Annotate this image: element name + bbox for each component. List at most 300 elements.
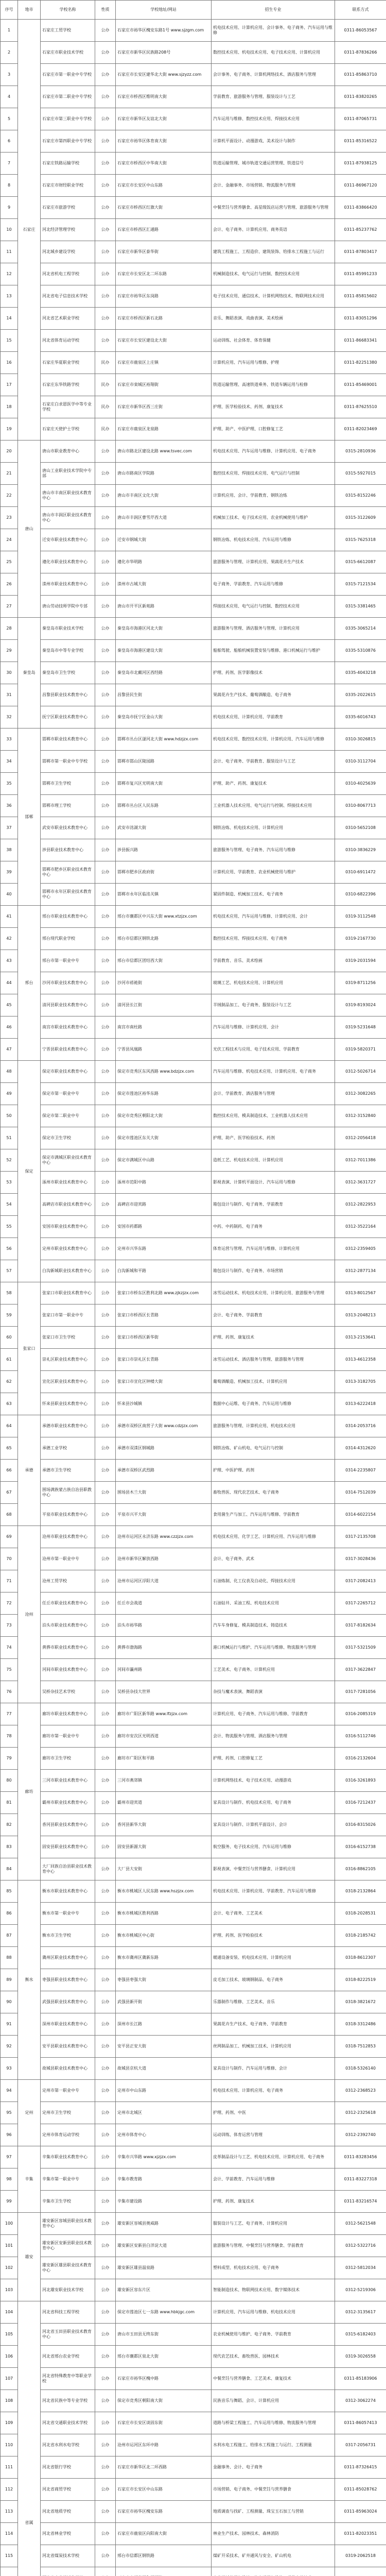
- row-number: 65: [1, 1437, 18, 1460]
- school-nature: 公办: [95, 2168, 116, 2191]
- school-nature: 公办: [95, 640, 116, 662]
- school-address: 石家庄市栾城区裕翔街: [116, 374, 212, 396]
- row-number: 64: [1, 1415, 18, 1437]
- school-contact: 0312-2325618: [335, 2102, 386, 2124]
- school-address: 保定市竞秀区朝阳北大街: [116, 1105, 212, 1127]
- school-majors: 民族音乐与舞蹈、会计、计算机应用: [212, 2390, 335, 2412]
- school-majors: 计算机应用、学前教育、农业机械使用与维护: [212, 861, 335, 884]
- school-majors: 道路与桥梁工程施工、汽车运用与维修、物流服务与管理: [212, 2412, 335, 2434]
- school-address: 石家庄市裕华区槐安东路: [116, 2501, 212, 2523]
- school-majors: 钢铁冶炼、机电技术应用、计算机应用: [212, 817, 335, 839]
- school-majors: 学前教育、音乐、美术绘画: [212, 950, 335, 972]
- city-cell: 沧州: [18, 1526, 41, 1703]
- school-name: 固安县职业技术教育中心: [41, 1836, 95, 1858]
- school-address: 张家口市宣化区钟楼大街: [116, 1371, 212, 1393]
- school-nature: 公办: [95, 2390, 116, 2412]
- school-address: 邢台市信都区团结西大街: [116, 950, 212, 972]
- school-nature: 公办: [95, 972, 116, 994]
- row-number: 111: [1, 2456, 18, 2479]
- row-number: 84: [1, 1858, 18, 1880]
- school-contact: 0315-3122609: [335, 507, 386, 529]
- table-row: [1, 1371, 386, 1393]
- school-majors: 工艺美术、电子商务、计算机应用: [212, 1659, 335, 1681]
- table-row: [1, 108, 386, 130]
- table-row: [1, 1880, 386, 1903]
- table-row: [1, 1016, 386, 1039]
- school-nature: 公办: [95, 2080, 116, 2102]
- school-name: 河北省民族中等专业学校: [41, 2390, 95, 2412]
- school-contact: 0313-6222418: [335, 1393, 386, 1415]
- school-contact: 0312-2056418: [335, 1127, 386, 1149]
- school-nature: 公办: [95, 1371, 116, 1393]
- school-majors: 体育运营与管理、汽车运用与维修、计算机应用: [212, 1238, 335, 1260]
- table-row: [1, 2390, 386, 2412]
- table-row: [1, 219, 386, 241]
- school-name: 定州市职业技术教育中心: [41, 1238, 95, 1260]
- school-nature: 公办: [95, 2124, 116, 2146]
- table-row: [1, 1570, 386, 1592]
- school-nature: 公办: [95, 1194, 116, 1216]
- school-contact: 0311-83866420: [335, 197, 386, 219]
- table-row: [1, 2235, 386, 2257]
- school-name: 怀来县职业技术教育中心: [41, 1393, 95, 1415]
- row-number: 25: [1, 551, 18, 573]
- table-body: [1, 20, 386, 2576]
- table-row: [1, 2279, 386, 2301]
- school-majors: 畜牧兽医、现代农艺技术、电子商务: [212, 1482, 335, 1504]
- school-nature: 公办: [95, 728, 116, 751]
- row-number: 99: [1, 2191, 18, 2213]
- school-nature: 公办: [95, 2523, 116, 2545]
- table-row: [1, 773, 386, 795]
- table-row: [1, 2501, 386, 2523]
- table-row: [1, 2124, 386, 2146]
- table-row: [1, 263, 386, 285]
- school-name: 沙河市职业技术教育中心: [41, 972, 95, 994]
- row-number: 87: [1, 1925, 18, 1947]
- row-number: 114: [1, 2523, 18, 2545]
- school-contact: 0315-8152246: [335, 485, 386, 507]
- school-contact: 0310-8067713: [335, 795, 386, 817]
- school-contact: 0311-85963024: [335, 2501, 386, 2523]
- row-number: 36: [1, 795, 18, 817]
- school-majors: 铁道运输管理、城市轨道交通运营管理、铁道信号: [212, 152, 335, 175]
- school-name: 定州市第一职业中专: [41, 2080, 95, 2102]
- school-name: 保定市第二职业中专: [41, 1105, 95, 1127]
- school-nature: 公办: [95, 42, 116, 64]
- school-contact: 0318-8612307: [335, 1947, 386, 1969]
- table-row: [1, 2456, 386, 2479]
- row-number: 72: [1, 1592, 18, 1615]
- school-contact: 0316-5112746: [335, 1725, 386, 1748]
- school-name: 保定市职业技术教育中心: [41, 1061, 95, 1083]
- row-number: 93: [1, 2058, 18, 2080]
- table-row: [1, 2368, 386, 2390]
- table-row: [1, 706, 386, 728]
- table-row: [1, 1238, 386, 1260]
- header-cell: 序号: [1, 1, 18, 20]
- table-row: [1, 1925, 386, 1947]
- school-contact: 0316-6152738: [335, 1836, 386, 1858]
- school-name: 秦皇岛市卫生学校: [41, 662, 95, 684]
- school-nature: 公办: [95, 1615, 116, 1637]
- school-name: 抚宁区职业技术教育中心: [41, 706, 95, 728]
- school-name: 围场满族蒙古族自治县职教中心: [41, 1482, 95, 1504]
- school-majors: 机电技术应用、计算机应用、电子商务: [212, 2080, 335, 2102]
- table-row: [1, 1304, 386, 1327]
- school-nature: 公办: [95, 1947, 116, 1969]
- city-cell: 秦皇岛: [18, 618, 41, 728]
- school-name: 河北省交通职业技术学校: [41, 2412, 95, 2434]
- school-majors: 航空服务、电子技术应用、汽车运用与维修: [212, 1836, 335, 1858]
- school-address: 河间市瀛州路: [116, 1659, 212, 1681]
- row-number: 7: [1, 152, 18, 175]
- row-number: 12: [1, 263, 18, 285]
- table-row: [1, 573, 386, 596]
- header-cell: 地市: [18, 1, 41, 20]
- school-contact: 0312-2368523: [335, 2080, 386, 2102]
- row-number: 62: [1, 1371, 18, 1393]
- school-nature: 公办: [95, 884, 116, 906]
- school-name: 河北省艺术职业学校: [41, 308, 95, 330]
- school-name: 安平县职业技术教育中心: [41, 2036, 95, 2058]
- school-nature: 公办: [95, 308, 116, 330]
- school-address: 大厂县大安街: [116, 1858, 212, 1880]
- school-contact: 0335-6016743: [335, 706, 386, 728]
- school-address: 沧州市运河区永济东路 www.czzjzx.com: [116, 1526, 212, 1548]
- school-contact: 0335-5310876: [335, 640, 386, 662]
- table-row: [1, 839, 386, 861]
- school-address: 南宫市南杜路: [116, 1016, 212, 1039]
- school-contact: 0319-5820371: [335, 1039, 386, 1061]
- row-number: 3: [1, 64, 18, 86]
- school-name: 河北省玉田县职业技术教育中心: [41, 2324, 95, 2346]
- table-row: [1, 2058, 386, 2080]
- school-nature: 公办: [95, 1482, 116, 1504]
- school-majors: 石油钻井、采油工程、机电技术应用: [212, 1592, 335, 1615]
- school-name: 石家庄白求恩医学中等专业学校: [41, 396, 95, 418]
- school-contact: 0317-7281056: [335, 1681, 386, 1703]
- table-row: [1, 20, 386, 42]
- school-address: 石家庄市桥西区维明南大街: [116, 86, 212, 108]
- school-address: 石家庄市桥西区汇通路: [116, 219, 212, 241]
- row-number: 44: [1, 972, 18, 994]
- row-number: 106: [1, 2346, 18, 2368]
- school-majors: 会计事务、电子商务、计算机网络技术、酒店服务与管理: [212, 64, 335, 86]
- school-nature: 公办: [95, 529, 116, 551]
- school-contact: 0312-3152840: [335, 1105, 386, 1127]
- school-name: 河北城乡建设学校: [41, 241, 95, 263]
- row-number: 112: [1, 2479, 18, 2501]
- school-contact: 0313-8012567: [335, 1282, 386, 1304]
- table-row: [1, 86, 386, 108]
- school-nature: 公办: [95, 1792, 116, 1814]
- school-address: 唐山市丰润区曹雪芹西大道: [116, 507, 212, 529]
- table-row: [1, 1504, 386, 1526]
- school-contact: 0312-2392740: [335, 2124, 386, 2146]
- school-contact: 0319-8711256: [335, 972, 386, 994]
- school-name: 南宫市职业技术教育中心: [41, 1016, 95, 1039]
- table-row: [1, 352, 386, 374]
- school-majors: 中餐烹饪与营养膳食、高星级饭店运营与管理、旅游服务与管理: [212, 197, 335, 219]
- row-number: 34: [1, 751, 18, 773]
- school-contact: 0311-83820265: [335, 86, 386, 108]
- school-address: 保定市莲池区裕华东路: [116, 1083, 212, 1105]
- school-majors: 护理、中医护理、药剂: [212, 1460, 335, 1482]
- school-name: 故城县职业技术教育中心: [41, 2058, 95, 2080]
- school-contact: 0315-7625318: [335, 529, 386, 551]
- school-name: 石家庄市旅游学校: [41, 197, 95, 219]
- row-number: 95: [1, 2102, 18, 2124]
- school-address: 衡水市桃城区中心街: [116, 1925, 212, 1947]
- school-contact: 0319-8193024: [335, 994, 386, 1016]
- school-address: 石家庄市鹿泉区上庄镇: [116, 352, 212, 374]
- school-nature: 公办: [95, 463, 116, 485]
- school-majors: 汽车运用与维修、数控技术应用、焊接技术应用: [212, 108, 335, 130]
- school-address: 保定市满城区中山路: [116, 1149, 212, 1172]
- row-number: 107: [1, 2368, 18, 2390]
- table-row: [1, 2301, 386, 2324]
- school-address: 宁晋县凤凰路: [116, 1039, 212, 1061]
- row-number: 75: [1, 1659, 18, 1681]
- table-row: [1, 2146, 386, 2168]
- school-address: 邢台市信都区钢铁北路: [116, 928, 212, 950]
- school-address: 迁安市钢城大街: [116, 529, 212, 551]
- school-majors: 智能制造技术、物联网技术应用、数字媒体技术: [212, 2279, 335, 2301]
- school-address: 邯郸市肥乡区政府街: [116, 861, 212, 884]
- row-number: 18: [1, 396, 18, 418]
- school-address: 邯郸市丛台区人民东路: [116, 795, 212, 817]
- school-nature: 公办: [95, 1238, 116, 1260]
- school-name: 遵化市职业技术教育中心: [41, 551, 95, 573]
- row-number: 31: [1, 684, 18, 706]
- school-nature: 公办: [95, 1282, 116, 1304]
- table-row: [1, 1216, 386, 1238]
- school-name: 邯郸市永年区职业技术教育中心: [41, 884, 95, 906]
- school-address: 保定市莲池区东关大街: [116, 1127, 212, 1149]
- row-number: 96: [1, 2124, 18, 2146]
- school-contact: 0315-7121534: [335, 573, 386, 596]
- school-majors: 机电技术应用、计算机应用、学前教育: [212, 706, 335, 728]
- table-row: [1, 1748, 386, 1770]
- school-contact: 0319-3026558: [335, 2346, 386, 2368]
- school-name: 宣化区职业技术教育中心: [41, 1371, 95, 1393]
- city-cell: 唐山: [18, 440, 41, 618]
- row-number: 22: [1, 485, 18, 507]
- row-number: 45: [1, 994, 18, 1016]
- city-cell: 邯郸: [18, 728, 41, 906]
- school-contact: 0312-2822953: [335, 1194, 386, 1216]
- school-majors: 音乐、舞蹈表演、戏曲表演、美术绘画: [212, 308, 335, 330]
- table-row: [1, 529, 386, 551]
- school-name: 昌黎县职业技术教育中心: [41, 684, 95, 706]
- school-majors: 丝网制品加工、机械加工技术、计算机应用: [212, 2036, 335, 2058]
- school-contact: 0319-2062518: [335, 2545, 386, 2567]
- school-majors: 护理、药剂、医学检验技术: [212, 1925, 335, 1947]
- school-address: 武安市洺湖大街: [116, 817, 212, 839]
- school-address: 沙河市褡裢街: [116, 972, 212, 994]
- table-row: [1, 1836, 386, 1858]
- table-row: [1, 197, 386, 219]
- school-nature: 公办: [95, 2456, 116, 2479]
- school-address: 石家庄市长安区中山东路: [116, 2479, 212, 2501]
- school-address: 唐山市路南区学院路: [116, 463, 212, 485]
- school-majors: 中药、中药制药、电子商务: [212, 1216, 335, 1238]
- school-majors: 现代农艺技术、畜牧兽医、园林技术: [212, 2346, 335, 2368]
- school-nature: 公办: [95, 1526, 116, 1548]
- school-nature: 公办: [95, 2346, 116, 2368]
- school-majors: 机械制造技术、电气运行与控制、数控技术应用: [212, 263, 335, 285]
- row-number: 9: [1, 197, 18, 219]
- table-row: [1, 42, 386, 64]
- school-address: 廊坊市广阳区和平路: [116, 1748, 212, 1770]
- school-majors: 会计、电子商务、工艺美术: [212, 1903, 335, 1925]
- school-contact: 0318-5326140: [335, 2058, 386, 2080]
- school-contact: 0311-86967120: [335, 175, 386, 197]
- school-address: 石家庄市长安区中山东路: [116, 175, 212, 197]
- school-address: [116, 2567, 212, 2576]
- school-contact: 0312-3062274: [335, 2390, 386, 2412]
- school-address: 石家庄市裕华区槐安东路1号 www.sjzgm.com: [116, 20, 212, 42]
- school-address: 吴桥县杂技大世界: [116, 1681, 212, 1703]
- table-row: [1, 1858, 386, 1880]
- school-majors: 乐器制作与维修、工艺美术、音乐: [212, 1991, 335, 2013]
- school-majors: 影视表演、中餐烹饪与营养膳食、计算机应用: [212, 1858, 335, 1880]
- school-nature: 公办: [95, 994, 116, 1016]
- school-address: 平泉市兴平大街: [116, 1504, 212, 1526]
- school-name: 沧州工贸学校: [41, 1570, 95, 1592]
- school-nature: 公办: [95, 1105, 116, 1127]
- school-contact: 0318-3312486: [335, 2013, 386, 2036]
- school-name: 石家庄市第四职业中专学校: [41, 130, 95, 152]
- school-majors: 家具设计与制作、汽车运用与维修、会计: [212, 2058, 335, 2080]
- school-contact: 0335-4043218: [335, 662, 386, 684]
- table-row: [1, 440, 386, 463]
- school-nature: 公办: [95, 263, 116, 285]
- table-row: [1, 2102, 386, 2124]
- school-address: 石家庄市桥西区红旗大街: [116, 197, 212, 219]
- school-contact: 0317-2265712: [335, 1592, 386, 1615]
- school-nature: 公办: [95, 861, 116, 884]
- school-contact: 0316-2132604: [335, 1748, 386, 1770]
- school-address: 沧州市运河区东环中路: [116, 2434, 212, 2456]
- school-contact: 0318-2028531: [335, 1903, 386, 1925]
- school-contact: 0311-86057413: [335, 2412, 386, 2434]
- school-name: 沧州市第一职业中专: [41, 1548, 95, 1570]
- school-address: 石家庄市裕华区体育南大街: [116, 130, 212, 152]
- school-majors: 玻璃工艺、机电技术应用、计算机应用: [212, 972, 335, 994]
- row-number: 4: [1, 86, 18, 108]
- school-contact: 0310-3112704: [335, 751, 386, 773]
- table-row: [1, 1393, 386, 1415]
- school-name: 石家庄天使护士学校: [41, 418, 95, 440]
- school-name: 霸州市职业技术教育中心: [41, 1792, 95, 1814]
- school-contact: 0314-7512039: [335, 1482, 386, 1504]
- row-number: 57: [1, 1260, 18, 1282]
- header-cell: 招生专业: [212, 1, 335, 20]
- city-cell: 保定: [18, 1061, 41, 1282]
- school-address: 深州市长江路: [116, 2013, 212, 2036]
- school-nature: 公办: [95, 2412, 116, 2434]
- school-address: 承德市双桥区南营子大街 www.cdzjzx.com: [116, 1415, 212, 1437]
- school-name: 河北省科技工程学校: [41, 2301, 95, 2324]
- school-nature: 民办: [95, 374, 116, 396]
- table-row: [1, 2479, 386, 2501]
- row-number: 47: [1, 1039, 18, 1061]
- school-address: 安平县正安大街: [116, 2036, 212, 2058]
- school-nature: 公办: [95, 2235, 116, 2257]
- school-contact: 0310-4025639: [335, 773, 386, 795]
- school-majors: 护理、医学检验技术、药剂、康复技术: [212, 396, 335, 418]
- school-contact: 0319-5231648: [335, 1016, 386, 1039]
- school-nature: 公办: [95, 1216, 116, 1238]
- row-number: 8: [1, 175, 18, 197]
- table-row: [1, 2523, 386, 2545]
- table-row: [1, 1659, 386, 1681]
- school-name: 张家口市职业技术教育中心: [41, 1282, 95, 1304]
- school-contact: 0311-83216574: [335, 2191, 386, 2213]
- row-number: 53: [1, 1172, 18, 1194]
- school-nature: 公办: [95, 1260, 116, 1282]
- school-majors: 家具设计与制作、机电技术应用、电子商务: [212, 1792, 335, 1814]
- school-majors: 港口机械运行与维护、汽车运用与维修、物流服务与管理: [212, 1637, 335, 1659]
- school-majors: 食用菌生产与加工、汽车运用与维修、学前教育: [212, 1504, 335, 1526]
- school-address: 石家庄市鹿泉区龙泉路: [116, 418, 212, 440]
- school-contact: 0318-7512853: [335, 2036, 386, 2058]
- school-majors: 杂技与魔术表演、舞蹈表演: [212, 1681, 335, 1703]
- school-nature: 公办: [95, 219, 116, 241]
- table-row: [1, 1526, 386, 1548]
- school-nature: 公办: [95, 1415, 116, 1437]
- city-cell: 邢台: [18, 906, 41, 1061]
- table-row: [1, 1615, 386, 1637]
- school-majors: 冰雪运动技术、机电技术应用、计算机应用、旅游服务与管理: [212, 1282, 335, 1304]
- school-address: 石家庄市新华区西三庄街: [116, 396, 212, 418]
- school-name: 廊坊市卫生学校: [41, 1748, 95, 1770]
- row-number: 49: [1, 1083, 18, 1105]
- row-number: 80: [1, 1770, 18, 1792]
- school-address: 定州市北城区: [116, 2102, 212, 2124]
- school-nature: 公办: [95, 197, 116, 219]
- row-number: 85: [1, 1880, 18, 1903]
- school-name: 石家庄市职业技术学校: [41, 42, 95, 64]
- school-nature: 公办: [95, 1149, 116, 1172]
- school-name: 平泉市职业技术教育中心: [41, 1504, 95, 1526]
- school-name: 石家庄市第三职业中专学校: [41, 108, 95, 130]
- school-address: 石家庄市裕华区东岗路: [116, 285, 212, 308]
- school-address: 沧州市运河区浮阳大道: [116, 1570, 212, 1592]
- school-nature: 公办: [95, 1703, 116, 1725]
- table-row: [1, 241, 386, 263]
- school-majors: [212, 2567, 335, 2576]
- table-row: [1, 64, 386, 86]
- row-number: 77: [1, 1703, 18, 1725]
- school-name: [41, 2567, 95, 2576]
- table-row: [1, 2013, 386, 2036]
- table-row: [1, 751, 386, 773]
- table-row: [1, 2257, 386, 2279]
- row-number: 61: [1, 1349, 18, 1371]
- school-contact: 0310-3026815: [335, 728, 386, 751]
- school-name: 石家庄华夏职业学校: [41, 352, 95, 374]
- school-nature: 公办: [95, 618, 116, 640]
- school-nature: 公办: [95, 2058, 116, 2080]
- school-majors: 机电技术应用、计算机应用、学前教育、汽车运用与维修: [212, 1880, 335, 1903]
- school-majors: 建筑工程施工、工程造价、建筑装饰、给排水工程施工与运行: [212, 241, 335, 263]
- school-address: 邯郸市邯山区陵园路: [116, 751, 212, 773]
- school-majors: 旅游服务与管理、酒店服务与管理、计算机应用: [212, 618, 335, 640]
- school-address: 武强县新开街: [116, 1991, 212, 2013]
